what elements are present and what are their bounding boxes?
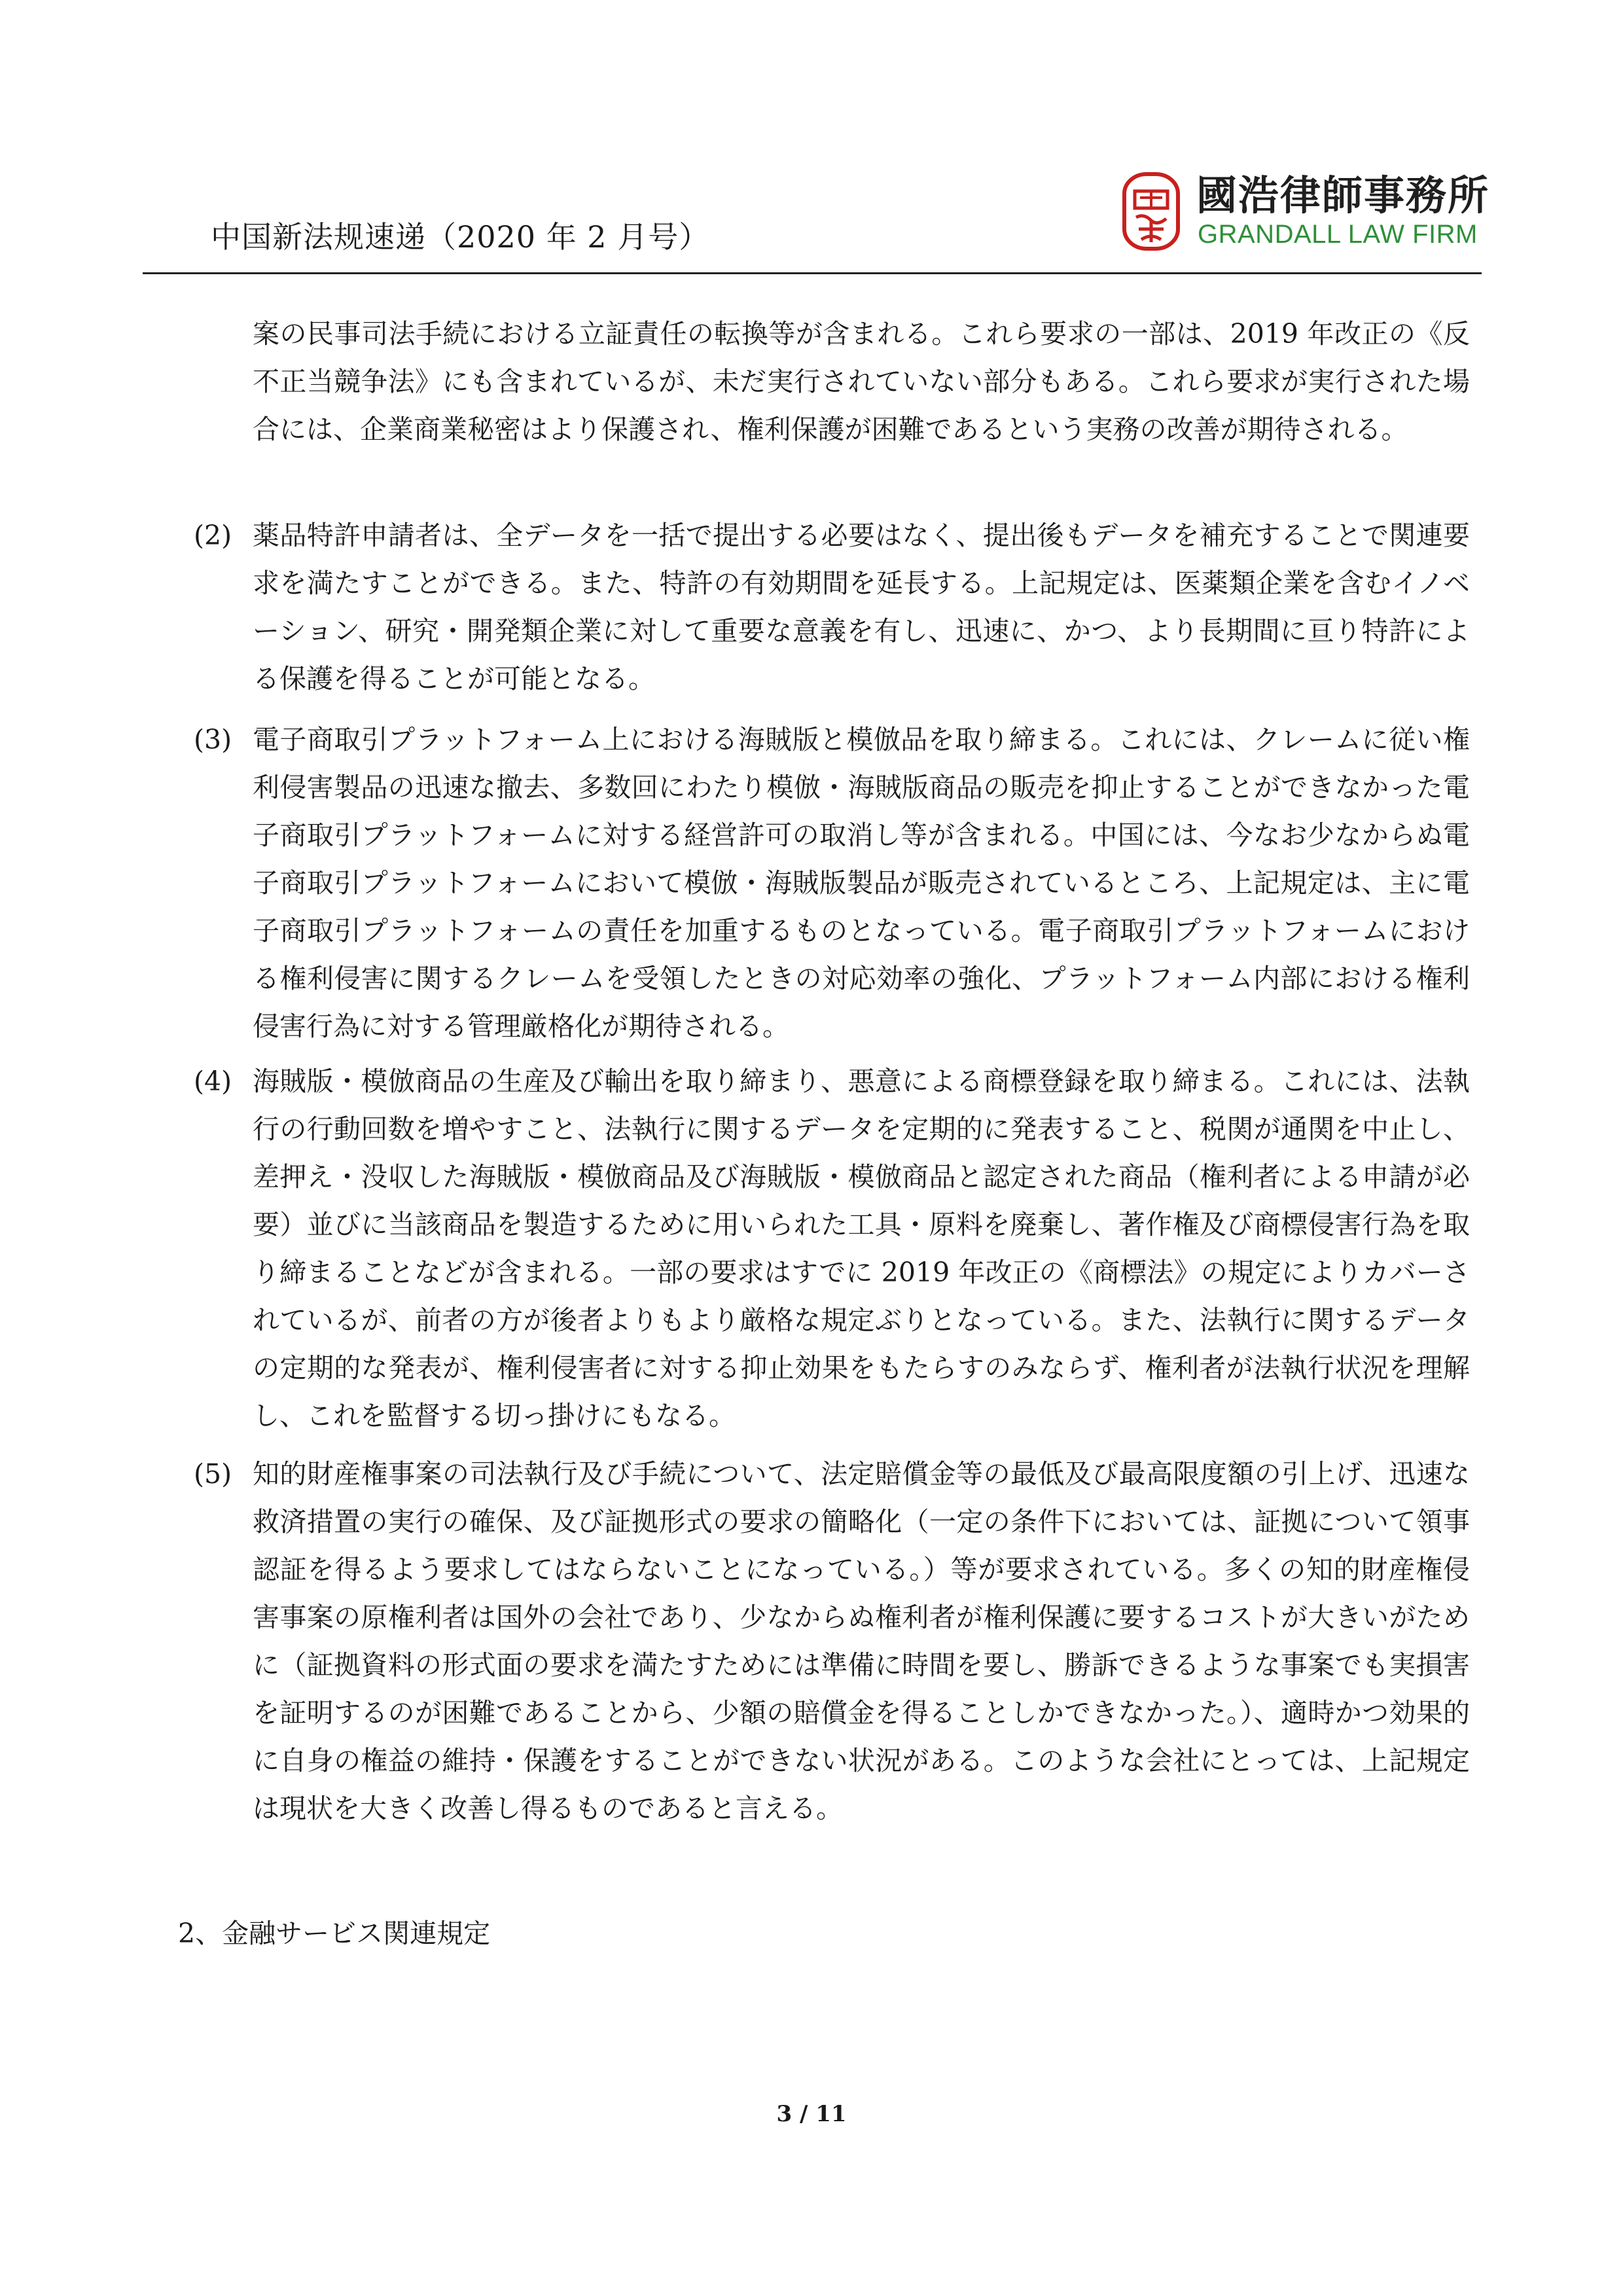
list-item-number: (2) [194, 520, 232, 551]
firm-name-chinese: 國浩律師事務所 [1196, 171, 1490, 219]
list-item-number: (4) [194, 1066, 232, 1097]
page-number: 3 / 11 [776, 2101, 847, 2127]
header-divider [143, 272, 1482, 274]
intro-paragraph: 案の民事司法手続における立証責任の転換等が含まれる。これら要求の一部は、2019 年改正の《反不正当競争法》にも含まれているが、未だ実行されていない部分もある。これら要求が実行された場合には、企業商業秘密はより保護され、権利保護が困難であるという実務の改善が期待される。 [253, 318, 1470, 445]
list-item-text: 海賊版・模倣商品の生産及び輸出を取り締まり、悪意による商標登録を取り締まる。これには、法執行の行動回数を増やすこと、法執行に関するデータを定期的に発表すること、税関が通関を中止し、差押え・没収した海賊版・模倣商品及び海賊版・模倣商品と認定された商品（権利者による申請が必要）並びに当該商品を製造するために用いられた工具・原料を廃棄し、著作権及び商標侵害行為を取り締まることなどが含まれる。一部の要求はすでに 2019 年改正の《商標法》の規定によりカバーされているが、前者の方が後者よりもより厳格な規定ぶりとなっている。また、法執行に関するデータの定期的な発表が、権利侵害者に対する抑止効果をもたらすのみならず、権利者が法執行状況を理解し、これを監督する切っ掛けにもなる。 [253, 1066, 1470, 1431]
list-item-number: (3) [194, 724, 232, 755]
section-heading: 2、金融サービス関連規定 [178, 1918, 491, 1949]
seal-icon [1120, 171, 1182, 251]
list-item-text: 電子商取引プラットフォーム上における海賊版と模倣品を取り締まる。これには、クレームに従い権利侵害製品の迅速な撤去、多数回にわたり模倣・海賊版商品の販売を抑止することができなかった電子商取引プラットフォームに対する経営許可の取消し等が含まれる。中国には、今なお少なからぬ電子商取引プラットフォームにおいて模倣・海賊版製品が販売されているところ、上記規定は、主に電子商取引プラットフォームの責任を加重するものとなっている。電子商取引プラットフォームにおける権利侵害に関するクレームを受領したときの対応効率の強化、プラットフォーム内部における権利侵害行為に対する管理厳格化が期待される。 [253, 724, 1470, 1042]
list-item-number: (5) [194, 1458, 232, 1490]
list-item-text: 薬品特許申請者は、全データを一括で提出する必要はなく、提出後もデータを補充することで関連要求を満たすことができる。また、特許の有効期間を延長する。上記規定は、医薬類企業を含むイノベーション、研究・開発類企業に対して重要な意義を有し、迅速に、かつ、より長期間に亘り特許による保護を得ることが可能となる。 [253, 520, 1470, 694]
document-header-title: 中国新法规速递（2020 年 2 月号） [211, 219, 710, 255]
firm-name-english: GRANDALL LAW FIRM [1198, 220, 1478, 249]
firm-logo [1120, 169, 1490, 254]
list-item-text: 知的財産権事案の司法執行及び手続について、法定賠償金等の最低及び最高限度額の引上げ、迅速な救済措置の実行の確保、及び証拠形式の要求の簡略化（一定の条件下においては、証拠について領事認証を得るよう要求してはならないことになっている。）等が要求されている。多くの知的財産権侵害事案の原権利者は国外の会社であり、少なからぬ権利者が権利保護に要するコストが大きいがために（証拠資料の形式面の要求を満たすためには準備に時間を要し、勝訴できるような事案でも実損害を証明するのが困難であることから、少額の賠償金を得ることしかできなかった。）、適時かつ効果的に自身の権益の維持・保護をすることができない状況がある。このような会社にとっては、上記規定は現状を大きく改善し得るものであると言える。 [253, 1458, 1470, 1824]
